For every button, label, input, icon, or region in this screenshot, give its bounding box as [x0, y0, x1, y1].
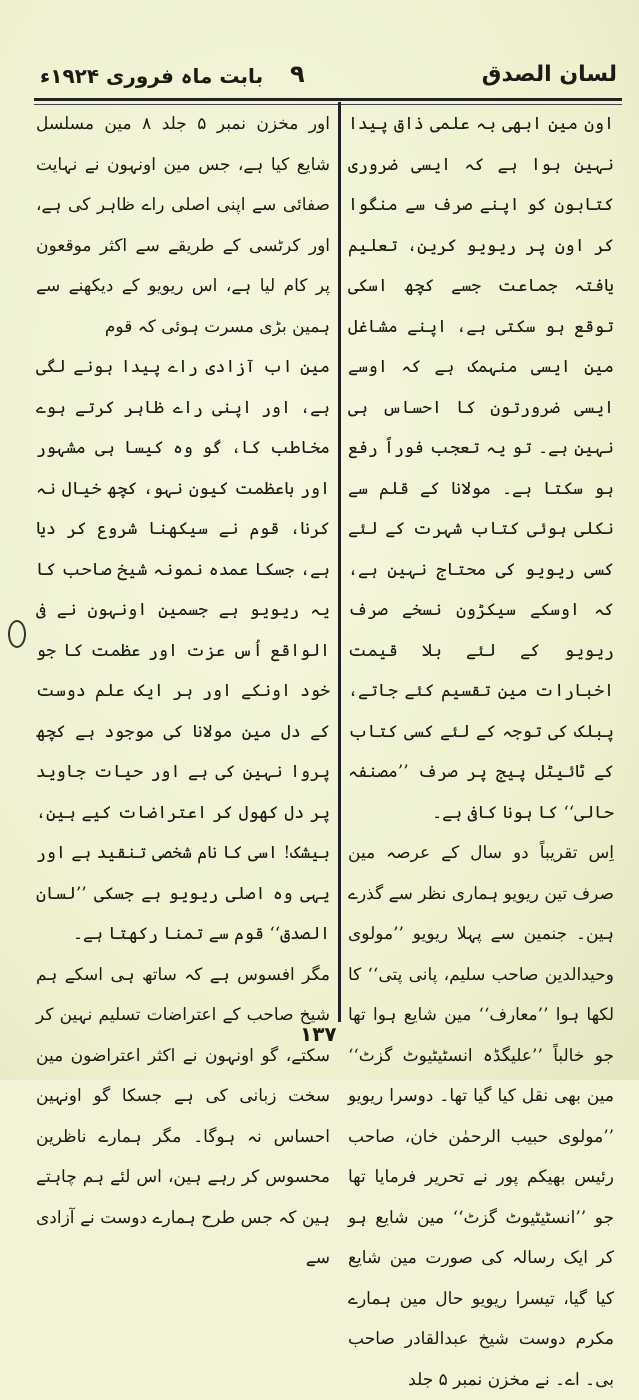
column-divider	[338, 102, 341, 1022]
left-paragraph-3: مگر افسوس ہے کہ ساتھ ہی اسکے ہم شیخ صاحب کے اعتراضات تسلیم نہین کر سکتے، گو اونہون نے اکثر اعتراضون مین سخت زبانی کی ہے جسکا گو اونہین احساس نہ ہوگا۔ مگر ہمارے ناظرین محسوس کر رہے ہین، اس لئے ہم چاہتے ہین کہ جس طرح ہمارے دوست نے آزادی سے	[36, 964, 330, 1268]
page-header	[0, 58, 639, 98]
header-page-number: ۹	[290, 60, 305, 88]
footer-page-number: ۱۳۷	[300, 1022, 337, 1046]
left-paragraph-1: اور مخزن نمبر ۵ جلد ۸ مین مسلسل شایع کیا ہے، جس مین اونہون نے نہایت صفائی سے اپنی اصلی راے ظاہر کی ہے، اور کرٹسی کے طریقے سے اکثر موقعون پر کام لیا ہے، اس ریویو کے دیکھنے سے ہمین بڑی مسرت ہوئی کہ قوم	[36, 114, 330, 337]
left-paragraph-2: مین اب آزادی راے پیدا ہونے لگی ہے، اور اپنی راے ظاہر کرتے ہوے مخاطب کا، گو وہ کیسا ہی مشہور اور باعظمت کیون نہو، کچھ خیال نہ کرنا، قوم نے سیکھنا شروع کر دیا ہے، جسکا عمدہ نمونہ شیخ صاحب کا یہ ریویو ہے جسمین اونہون نے فی الواقع اُس عزت اور عظمت کا جو خود اونکے اور ہر ایک علم دوست کے دل مین مولانا کی موجود ہے کچھ پروا نہین کی ہے اور حیات جاوید پر دل کھول کر اعتراضات کیے ہین، بیشک! اسی کا نام شخصی تنقید ہے اور یہی وہ اصلی ریویو ہے جسکی ’’لسان الصدق‘‘ قوم سے تمنا رکھتا ہے۔	[36, 357, 330, 944]
right-paragraph-2: اِس تقریباً دو سال کے عرصہ مین صرف تین ریویو ہماری نظر سے گذرے ہین۔ جنمین سے پہلا ریویو ’’مولوی وحیدالدین صاحب سلیم، پانی پتی‘‘ کا لکھا ہوا ’’معارف‘‘ مین شایع ہوا تھا جو خالباً ’’علیگڈہ انسٹیٹیوٹ گزٹ‘‘ مین بھی نقل کیا گیا تھا۔ دوسرا ریویو ’’مولوی حبیب الرحمٰن خان، صاحب رئیس بھیکم پور نے تحریر فرمایا تھا جو ’’انسٹیٹیوٹ گزٹ‘‘ مین شایع ہو کر ایک رسالہ کی صورت مین شایع کیا گیا، تیسرا ریویو حال مین ہمارے مکرم دوست شیخ عبدالقادر صاحب بی۔ اے۔ نے مخزن نمبر ۵ جلد	[348, 843, 614, 1390]
issue-date: بابت ماہ فروری ۱۹۲۴ء	[40, 64, 264, 88]
right-paragraph-1: اون مین ابھی بہ علمی ذاق پیدا نہین ہوا ہے کہ ایسی ضروری کتابون کو اپنے صرف سے منگوا کر اون پر ریویو کرین، تعلیم یافتہ جماعت جسے کچھ اسکی توقع ہو سکتی ہے، اپنے مشاغل مین ایسی منہمک ہے کہ اوسے ایسی ضرورتون کا احساس ہی نہین ہے۔ تو یہ تعجب فوراً رفع ہو سکتا ہے۔ مولانا کے قلم سے نکلی ہوئی کتاب شہرت کے لئے کسی ریویو کی محتاج نہین ہے، کہ اوسکے سیکڑون نسخے صرف ریویو کے لئے بلا قیمت اخبارات مین تقسیم کئے جاتے، پبلک کی توجہ کے لئے کسی کتاب کے ٹائیٹل پیج پر صرف ’’مصنفہ حالی‘‘ کا ہونا کافی ہے۔	[348, 114, 614, 823]
margin-mark	[8, 620, 26, 648]
right-column	[348, 104, 614, 1390]
journal-title: لسان الصدق	[481, 62, 617, 87]
header-rule	[34, 98, 622, 101]
